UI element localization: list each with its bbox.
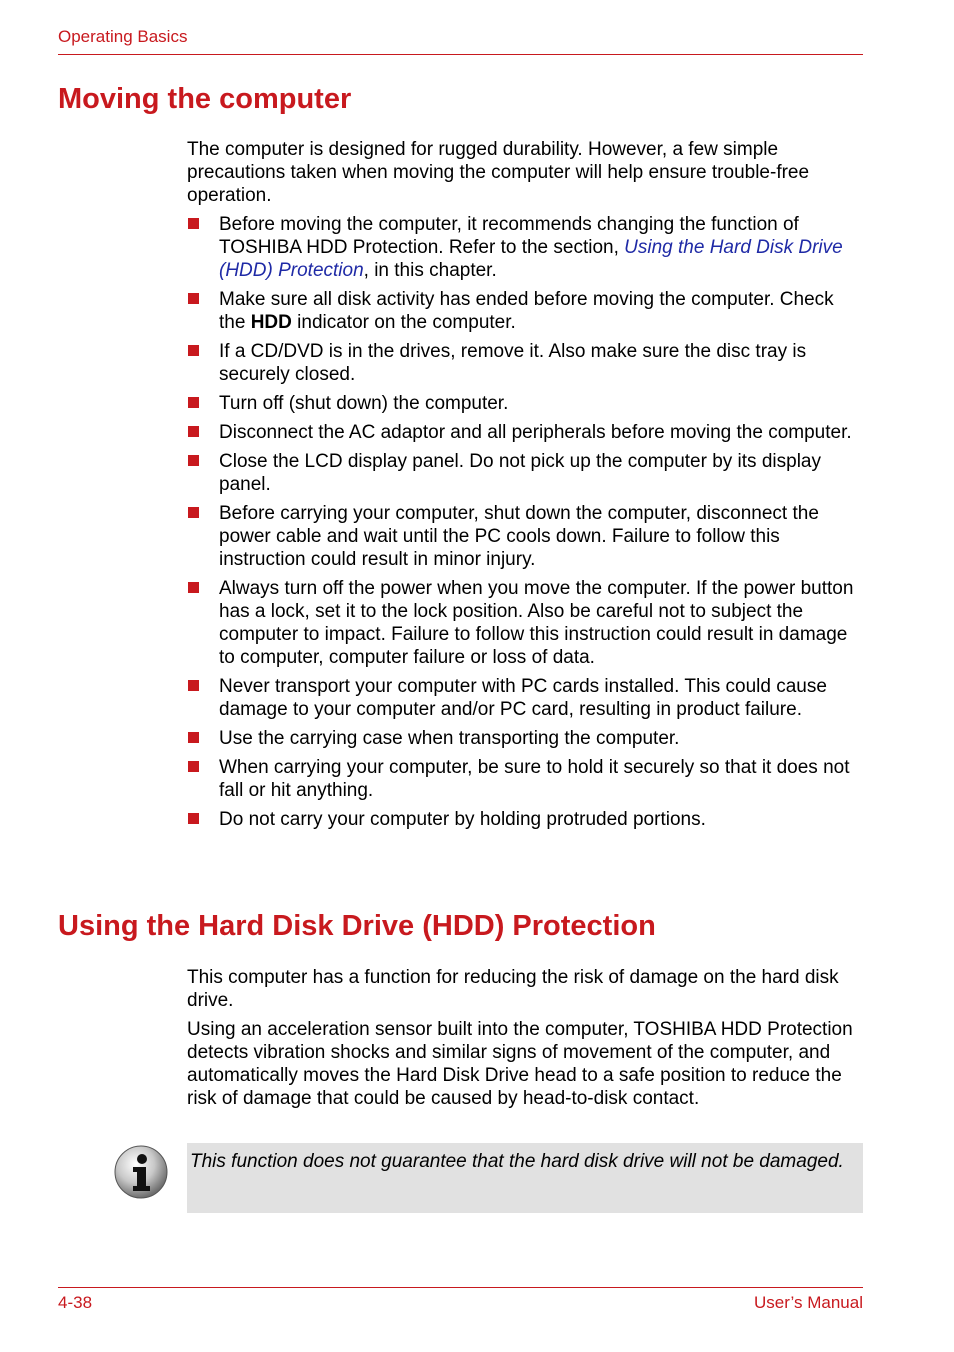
list-item-text: If a CD/DVD is in the drives, remove it. Also make sure the disc tray is securely closed.	[219, 341, 807, 385]
heading-hdd-protection: Using the Hard Disk Drive (HDD) Protection	[58, 910, 656, 942]
header-rule	[58, 54, 863, 55]
bullet-square-icon	[188, 732, 199, 743]
bullet-square-icon	[188, 293, 199, 304]
list-item	[187, 421, 863, 444]
list-item-text: When carrying your computer, be sure to hold it securely so that it does not fall or hit anything.	[219, 757, 850, 801]
list-item	[187, 450, 863, 496]
note-text: This function does not guarantee that the hard disk drive will not be damaged.	[190, 1151, 844, 1172]
list-item-text: Do not carry your computer by holding protruded portions.	[219, 809, 706, 830]
footer-rule	[58, 1287, 863, 1288]
bullet-square-icon	[188, 397, 199, 408]
bullet-square-icon	[188, 761, 199, 772]
list-item-text: Before moving the computer, it recommends changing the function of TOSHIBA HDD Protection. Refer to the section,	[219, 214, 799, 258]
list-item	[187, 808, 863, 831]
running-header: Operating Basics	[58, 27, 188, 46]
moving-intro-paragraph	[187, 138, 863, 207]
list-item-text: Close the LCD display panel. Do not pick up the computer by its display panel.	[219, 451, 821, 495]
hdd-paragraph-2-text: Using an acceleration sensor built into the computer, TOSHIBA HDD Protection detects vibration shocks and similar signs of movement of the computer, and automatically moves the Hard Disk Drive head to a safe position to reduce the risk of damage that could be caused by head-to-disk contact.	[187, 1019, 853, 1109]
bullet-square-icon	[188, 582, 199, 593]
bullet-square-icon	[188, 345, 199, 356]
list-item-text: Never transport your computer with PC cards installed. This could cause damage to your computer and/or PC card, resulting in product failure.	[219, 676, 827, 720]
bullet-square-icon	[188, 218, 199, 229]
list-item-text: Make sure all disk activity has ended before moving the computer. Check the	[219, 289, 834, 333]
list-item-text: Before carrying your computer, shut down the computer, disconnect the power cable and wait until the PC cools down. Failure to follow this instruction could result in minor injury.	[219, 503, 819, 570]
list-item	[187, 727, 863, 750]
page-number: 4-38	[58, 1293, 93, 1312]
hdd-paragraph-1	[187, 966, 863, 1012]
bullet-square-icon	[188, 813, 199, 824]
moving-precautions-list	[187, 213, 863, 837]
list-item-text: indicator on the computer.	[291, 312, 516, 333]
heading-moving-computer: Moving the computer	[58, 83, 352, 115]
list-item-text: Turn off (shut down) the computer.	[219, 393, 509, 414]
list-item	[187, 756, 863, 802]
hdd-protection-link[interactable]: Using the Hard Disk Drive (HDD) Protection	[219, 237, 843, 281]
list-item	[187, 340, 863, 386]
list-item-text: , in this chapter.	[363, 260, 497, 281]
list-item-text: Use the carrying case when transporting the computer.	[219, 728, 680, 749]
list-item	[187, 577, 863, 669]
bullet-square-icon	[188, 680, 199, 691]
hdd-bold-text: HDD	[250, 312, 292, 333]
note-box	[187, 1143, 863, 1213]
list-item	[187, 675, 863, 721]
manual-title: User’s Manual	[754, 1293, 863, 1312]
list-item-text: Disconnect the AC adaptor and all peripherals before moving the computer.	[219, 422, 852, 443]
hdd-paragraph-1-text: This computer has a function for reducing the risk of damage on the hard disk drive.	[187, 967, 839, 1011]
hdd-paragraph-2	[187, 1018, 863, 1110]
list-item	[187, 288, 863, 334]
bullet-square-icon	[188, 507, 199, 518]
list-item-text: Always turn off the power when you move the computer. If the power button has a lock, set it to the lock position. Also be careful not to subject the computer to impact. Failure to follow this instruction could result in damage to computer, computer failure or loss of data.	[219, 578, 854, 668]
info-icon	[113, 1144, 169, 1200]
list-item	[187, 213, 863, 282]
bullet-square-icon	[188, 455, 199, 466]
intro-text: The computer is designed for rugged durability. However, a few simple precautions taken when moving the computer will help ensure trouble-free operation.	[187, 139, 810, 206]
bullet-square-icon	[188, 426, 199, 437]
list-item	[187, 502, 863, 571]
list-item	[187, 392, 863, 415]
